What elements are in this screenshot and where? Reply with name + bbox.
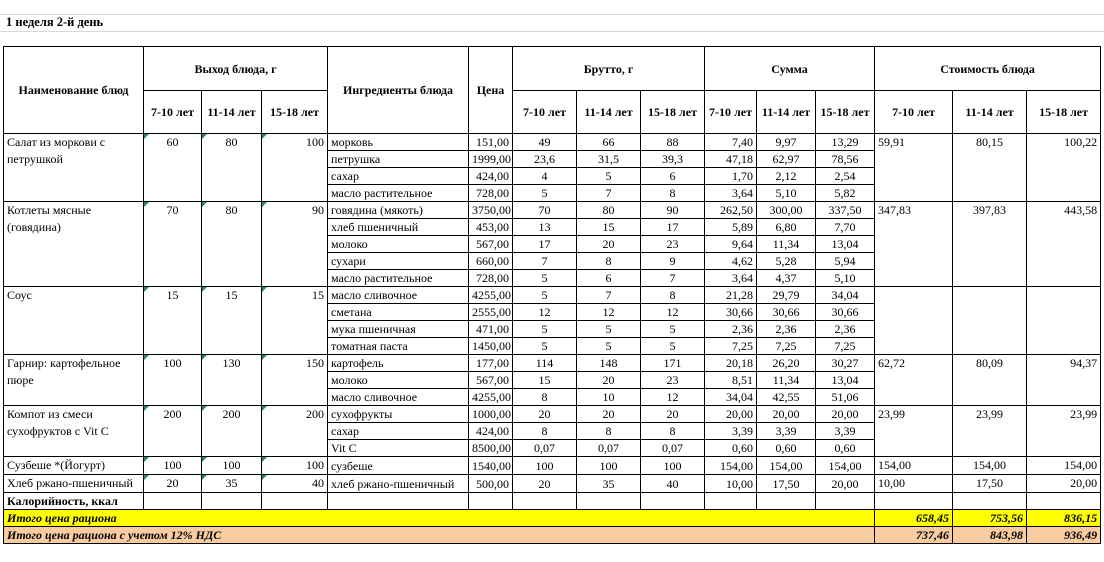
brutto-cell[interactable]: 8: [577, 253, 641, 270]
total-label[interactable]: Итого цена рациона: [4, 510, 875, 527]
price-cell[interactable]: 8500,00: [469, 440, 513, 457]
sum-cell[interactable]: 2,36: [757, 321, 816, 338]
cost-cell[interactable]: 59,91: [875, 134, 953, 202]
brutto-cell[interactable]: 31,5: [577, 151, 641, 168]
ingredient-cell[interactable]: картофель: [328, 355, 469, 372]
table-row: [4, 457, 1101, 475]
brutto-cell[interactable]: 70: [513, 202, 577, 219]
sum-cell[interactable]: 2,36: [705, 321, 757, 338]
brutto-cell[interactable]: 114: [513, 355, 577, 372]
yield-cell[interactable]: 200: [144, 406, 202, 457]
sum-cell[interactable]: 42,55: [757, 389, 816, 406]
sum-cell[interactable]: 21,28: [705, 287, 757, 304]
cost-cell[interactable]: 23,99: [953, 406, 1027, 457]
col-cost[interactable]: Стоимость блюда: [875, 47, 1101, 91]
table-row: [4, 134, 1101, 151]
cost-cell[interactable]: 23,99: [1027, 406, 1101, 457]
brutto-cell[interactable]: 15: [513, 372, 577, 389]
col-brutto[interactable]: Брутто, г: [513, 47, 705, 91]
total-cell[interactable]: 836,15: [1027, 510, 1101, 527]
price-cell[interactable]: 1540,00: [469, 457, 513, 475]
col-sum[interactable]: Сумма: [705, 47, 875, 91]
brutto-cell[interactable]: 20: [513, 475, 577, 493]
sum-cell[interactable]: 13,04: [816, 372, 875, 389]
brutto-cell[interactable]: 7: [577, 287, 641, 304]
cost-cell[interactable]: 443,58: [1027, 202, 1101, 287]
col-age[interactable]: 7-10 лет: [513, 91, 577, 134]
brutto-cell[interactable]: 35: [577, 475, 641, 493]
brutto-cell[interactable]: 100: [513, 457, 577, 475]
dish-name-cell[interactable]: Компот из смеси сухофруктов с Vit C: [4, 406, 144, 457]
price-cell[interactable]: 424,00: [469, 423, 513, 440]
sum-cell[interactable]: 20,00: [757, 406, 816, 423]
brutto-cell[interactable]: 10: [577, 389, 641, 406]
gridline: [0, 14, 1104, 15]
brutto-cell[interactable]: 5: [513, 338, 577, 355]
brutto-cell[interactable]: 23: [641, 372, 705, 389]
cost-cell[interactable]: [1027, 287, 1101, 355]
sum-cell[interactable]: 154,00: [816, 457, 875, 475]
yield-cell[interactable]: 130: [202, 355, 262, 406]
brutto-cell[interactable]: 148: [577, 355, 641, 372]
col-yield[interactable]: Выход блюда, г: [144, 47, 328, 91]
price-cell[interactable]: 151,00: [469, 134, 513, 151]
cost-cell[interactable]: 347,83: [875, 202, 953, 287]
brutto-cell[interactable]: 5: [577, 338, 641, 355]
total-vat-label[interactable]: Итого цена рациона с учетом 12% НДС: [4, 527, 875, 544]
col-age[interactable]: 7-10 лет: [875, 91, 953, 134]
sum-cell[interactable]: 2,36: [816, 321, 875, 338]
cost-cell[interactable]: 94,37: [1027, 355, 1101, 406]
col-ingredients[interactable]: Ингредиенты блюда: [328, 47, 469, 134]
sum-cell[interactable]: 30,66: [816, 304, 875, 321]
brutto-cell[interactable]: 12: [641, 304, 705, 321]
table-body: [4, 134, 1101, 493]
yield-cell[interactable]: 200: [202, 406, 262, 457]
price-cell[interactable]: 567,00: [469, 236, 513, 253]
sum-cell[interactable]: 30,27: [816, 355, 875, 372]
total-vat-cell[interactable]: 936,49: [1027, 527, 1101, 544]
brutto-cell[interactable]: 20: [641, 406, 705, 423]
yield-cell[interactable]: 40: [262, 475, 328, 493]
sum-cell[interactable]: 7,70: [816, 219, 875, 236]
sum-cell[interactable]: 5,94: [816, 253, 875, 270]
ingredient-cell[interactable]: петрушка: [328, 151, 469, 168]
sum-cell[interactable]: 4,37: [757, 270, 816, 287]
total-vat-cell[interactable]: 737,46: [875, 527, 953, 544]
yield-cell[interactable]: 20: [144, 475, 202, 493]
brutto-cell[interactable]: 0,07: [641, 440, 705, 457]
total-cell[interactable]: 658,45: [875, 510, 953, 527]
sum-cell[interactable]: 34,04: [816, 287, 875, 304]
ingredient-cell[interactable]: мука пшеничная: [328, 321, 469, 338]
sum-cell[interactable]: 5,89: [705, 219, 757, 236]
brutto-cell[interactable]: 8: [513, 423, 577, 440]
sum-cell[interactable]: 7,40: [705, 134, 757, 151]
cost-cell[interactable]: 62,72: [875, 355, 953, 406]
yield-cell[interactable]: 70: [144, 202, 202, 287]
brutto-cell[interactable]: 90: [641, 202, 705, 219]
cost-cell[interactable]: 80,15: [953, 134, 1027, 202]
table-row: [4, 475, 1101, 493]
brutto-cell[interactable]: 5: [513, 321, 577, 338]
yield-cell[interactable]: 15: [202, 287, 262, 355]
dish-name-cell[interactable]: Гарнир: картофельное пюре: [4, 355, 144, 406]
sum-cell[interactable]: 5,82: [816, 185, 875, 202]
sum-cell[interactable]: 1,70: [705, 168, 757, 185]
yield-cell[interactable]: 100: [262, 457, 328, 475]
sum-cell[interactable]: 2,12: [757, 168, 816, 185]
brutto-cell[interactable]: 15: [577, 219, 641, 236]
brutto-cell[interactable]: 0,07: [577, 440, 641, 457]
price-cell[interactable]: 500,00: [469, 475, 513, 493]
brutto-cell[interactable]: 66: [577, 134, 641, 151]
sum-cell[interactable]: 154,00: [705, 457, 757, 475]
sum-cell[interactable]: 9,64: [705, 236, 757, 253]
sum-cell[interactable]: 10,00: [705, 475, 757, 493]
price-cell[interactable]: 3750,00: [469, 202, 513, 219]
sum-cell[interactable]: 34,04: [705, 389, 757, 406]
cost-cell[interactable]: 23,99: [875, 406, 953, 457]
brutto-cell[interactable]: 12: [577, 304, 641, 321]
sum-cell[interactable]: 17,50: [757, 475, 816, 493]
yield-cell[interactable]: 150: [262, 355, 328, 406]
col-age[interactable]: 11-14 лет: [953, 91, 1027, 134]
yield-cell[interactable]: 35: [202, 475, 262, 493]
col-age[interactable]: 11-14 лет: [577, 91, 641, 134]
col-age[interactable]: 15-18 лет: [262, 91, 328, 134]
ingredient-cell[interactable]: сахар: [328, 168, 469, 185]
sum-cell[interactable]: 47,18: [705, 151, 757, 168]
ingredient-cell[interactable]: хлеб ржано-пшеничный: [328, 475, 469, 493]
ingredient-cell[interactable]: говядина (мякоть): [328, 202, 469, 219]
brutto-cell[interactable]: 8: [513, 389, 577, 406]
col-age[interactable]: 15-18 лет: [816, 91, 875, 134]
menu-table: [3, 46, 1101, 544]
cost-cell[interactable]: [875, 287, 953, 355]
sum-cell[interactable]: 13,29: [816, 134, 875, 151]
price-cell[interactable]: 471,00: [469, 321, 513, 338]
gridline: [0, 31, 1104, 32]
sum-cell[interactable]: 7,25: [816, 338, 875, 355]
sum-cell[interactable]: 3,39: [705, 423, 757, 440]
sum-cell[interactable]: 11,34: [757, 236, 816, 253]
brutto-cell[interactable]: 5: [641, 338, 705, 355]
ingredient-cell[interactable]: сметана: [328, 304, 469, 321]
ingredient-cell[interactable]: томатная паста: [328, 338, 469, 355]
ingredient-cell[interactable]: сузбеше: [328, 457, 469, 475]
sum-cell[interactable]: 0,60: [705, 440, 757, 457]
cost-cell[interactable]: 397,83: [953, 202, 1027, 287]
sum-cell[interactable]: 5,10: [757, 185, 816, 202]
price-cell[interactable]: 453,00: [469, 219, 513, 236]
total-cell[interactable]: 753,56: [953, 510, 1027, 527]
yield-cell[interactable]: 100: [144, 355, 202, 406]
brutto-cell[interactable]: 8: [641, 287, 705, 304]
dish-name-cell[interactable]: Хлеб ржано-пшеничный: [4, 475, 144, 493]
price-cell[interactable]: 177,00: [469, 355, 513, 372]
sum-cell[interactable]: 29,79: [757, 287, 816, 304]
yield-cell[interactable]: 100: [262, 134, 328, 202]
brutto-cell[interactable]: 8: [577, 423, 641, 440]
brutto-cell[interactable]: 7: [641, 270, 705, 287]
brutto-cell[interactable]: 0,07: [513, 440, 577, 457]
sum-cell[interactable]: 20,00: [705, 406, 757, 423]
sum-cell[interactable]: 11,34: [757, 372, 816, 389]
brutto-cell[interactable]: 17: [513, 236, 577, 253]
yield-cell[interactable]: 100: [144, 457, 202, 475]
col-dish-name[interactable]: Наименование блюд: [4, 47, 144, 134]
brutto-cell[interactable]: 5: [513, 270, 577, 287]
sum-cell[interactable]: 51,06: [816, 389, 875, 406]
yield-cell[interactable]: 90: [262, 202, 328, 287]
yield-cell[interactable]: 80: [202, 134, 262, 202]
sum-cell[interactable]: 7,25: [757, 338, 816, 355]
yield-cell[interactable]: 60: [144, 134, 202, 202]
brutto-cell[interactable]: 7: [577, 185, 641, 202]
calories-label[interactable]: Калорийность, ккал: [4, 493, 144, 510]
brutto-cell[interactable]: 88: [641, 134, 705, 151]
sum-cell[interactable]: 8,51: [705, 372, 757, 389]
yield-cell[interactable]: 15: [144, 287, 202, 355]
cost-cell[interactable]: 154,00: [875, 457, 953, 475]
col-price[interactable]: Цена: [469, 47, 513, 134]
brutto-cell[interactable]: 17: [641, 219, 705, 236]
yield-cell[interactable]: 15: [262, 287, 328, 355]
sum-cell[interactable]: 300,00: [757, 202, 816, 219]
price-cell[interactable]: 4255,00: [469, 287, 513, 304]
brutto-cell[interactable]: 7: [513, 253, 577, 270]
brutto-cell[interactable]: 6: [577, 270, 641, 287]
col-age[interactable]: 15-18 лет: [641, 91, 705, 134]
ingredient-cell[interactable]: масло растительное: [328, 270, 469, 287]
total-row: [4, 510, 1101, 527]
brutto-cell[interactable]: 20: [577, 236, 641, 253]
sum-cell[interactable]: 3,39: [816, 423, 875, 440]
ingredient-cell[interactable]: морковь: [328, 134, 469, 151]
sum-cell[interactable]: 5,28: [757, 253, 816, 270]
brutto-cell[interactable]: 20: [577, 406, 641, 423]
cost-cell[interactable]: 100,22: [1027, 134, 1101, 202]
brutto-cell[interactable]: 8: [641, 185, 705, 202]
brutto-cell[interactable]: 100: [577, 457, 641, 475]
yield-cell[interactable]: 100: [202, 457, 262, 475]
yield-cell[interactable]: 80: [202, 202, 262, 287]
col-age[interactable]: 11-14 лет: [757, 91, 816, 134]
sum-cell[interactable]: 13,04: [816, 236, 875, 253]
cost-cell[interactable]: 20,00: [1027, 475, 1101, 493]
table-row: [4, 406, 1101, 423]
price-cell[interactable]: 660,00: [469, 253, 513, 270]
brutto-cell[interactable]: 5: [641, 321, 705, 338]
brutto-cell[interactable]: 49: [513, 134, 577, 151]
sum-cell[interactable]: 20,00: [816, 406, 875, 423]
sum-cell[interactable]: 62,97: [757, 151, 816, 168]
col-age[interactable]: 7-10 лет: [705, 91, 757, 134]
brutto-cell[interactable]: 20: [577, 372, 641, 389]
brutto-cell[interactable]: 9: [641, 253, 705, 270]
dish-name-cell[interactable]: Сузбеше *(Йогурт): [4, 457, 144, 475]
cost-cell[interactable]: 154,00: [1027, 457, 1101, 475]
sum-cell[interactable]: 3,64: [705, 270, 757, 287]
ingredient-cell[interactable]: масло сливочное: [328, 389, 469, 406]
brutto-cell[interactable]: 80: [577, 202, 641, 219]
cost-cell[interactable]: 80,09: [953, 355, 1027, 406]
brutto-cell[interactable]: 20: [513, 406, 577, 423]
brutto-cell[interactable]: 12: [641, 389, 705, 406]
sum-cell[interactable]: 26,20: [757, 355, 816, 372]
ingredient-cell[interactable]: сухари: [328, 253, 469, 270]
col-age[interactable]: 15-18 лет: [1027, 91, 1101, 134]
col-age[interactable]: 11-14 лет: [202, 91, 262, 134]
brutto-cell[interactable]: 12: [513, 304, 577, 321]
sum-cell[interactable]: 0,60: [816, 440, 875, 457]
price-cell[interactable]: 1450,00: [469, 338, 513, 355]
brutto-cell[interactable]: 5: [513, 287, 577, 304]
brutto-cell[interactable]: 23,6: [513, 151, 577, 168]
dish-name-cell[interactable]: Соус: [4, 287, 144, 355]
price-cell[interactable]: 728,00: [469, 270, 513, 287]
sum-cell[interactable]: 30,66: [757, 304, 816, 321]
ingredient-cell[interactable]: сахар: [328, 423, 469, 440]
brutto-cell[interactable]: 13: [513, 219, 577, 236]
brutto-cell[interactable]: 100: [641, 457, 705, 475]
ingredient-cell[interactable]: масло сливочное: [328, 287, 469, 304]
sum-cell[interactable]: 30,66: [705, 304, 757, 321]
dish-name-cell[interactable]: Салат из моркови с петрушкой: [4, 134, 144, 202]
ingredient-cell[interactable]: сухофрукты: [328, 406, 469, 423]
total-vat-cell[interactable]: 843,98: [953, 527, 1027, 544]
sum-cell[interactable]: 20,00: [816, 475, 875, 493]
total-vat-row: [4, 527, 1101, 544]
ingredient-cell[interactable]: молоко: [328, 372, 469, 389]
cost-cell[interactable]: 154,00: [953, 457, 1027, 475]
sum-cell[interactable]: 9,97: [757, 134, 816, 151]
sum-cell[interactable]: 6,80: [757, 219, 816, 236]
ingredient-cell[interactable]: хлеб пшеничный: [328, 219, 469, 236]
brutto-cell[interactable]: 171: [641, 355, 705, 372]
brutto-cell[interactable]: 40: [641, 475, 705, 493]
sum-cell[interactable]: 20,18: [705, 355, 757, 372]
price-cell[interactable]: 1999,00: [469, 151, 513, 168]
brutto-cell[interactable]: 23: [641, 236, 705, 253]
brutto-cell[interactable]: 5: [577, 168, 641, 185]
table-row: [4, 355, 1101, 372]
sum-cell[interactable]: 262,50: [705, 202, 757, 219]
price-cell[interactable]: 2555,00: [469, 304, 513, 321]
price-cell[interactable]: 4255,00: [469, 389, 513, 406]
yield-cell[interactable]: 200: [262, 406, 328, 457]
sum-cell[interactable]: 3,64: [705, 185, 757, 202]
sum-cell[interactable]: 7,25: [705, 338, 757, 355]
sum-cell[interactable]: 2,54: [816, 168, 875, 185]
price-cell[interactable]: 728,00: [469, 185, 513, 202]
brutto-cell[interactable]: 6: [641, 168, 705, 185]
sum-cell[interactable]: 78,56: [816, 151, 875, 168]
table-row: [4, 202, 1101, 219]
sum-cell[interactable]: 337,50: [816, 202, 875, 219]
sum-cell[interactable]: 154,00: [757, 457, 816, 475]
cost-cell[interactable]: 17,50: [953, 475, 1027, 493]
cost-cell[interactable]: [953, 287, 1027, 355]
price-cell[interactable]: 424,00: [469, 168, 513, 185]
brutto-cell[interactable]: 8: [641, 423, 705, 440]
brutto-cell[interactable]: 5: [513, 185, 577, 202]
col-age[interactable]: 7-10 лет: [144, 91, 202, 134]
sum-cell[interactable]: 3,39: [757, 423, 816, 440]
sum-cell[interactable]: 4,62: [705, 253, 757, 270]
sheet-header-cell[interactable]: 1 неделя 2-й день: [6, 15, 104, 29]
price-cell[interactable]: 1000,00: [469, 406, 513, 423]
cost-cell[interactable]: 10,00: [875, 475, 953, 493]
brutto-cell[interactable]: 39,3: [641, 151, 705, 168]
brutto-cell[interactable]: 5: [577, 321, 641, 338]
sum-cell[interactable]: 5,10: [816, 270, 875, 287]
brutto-cell[interactable]: 4: [513, 168, 577, 185]
ingredient-cell[interactable]: масло растительное: [328, 185, 469, 202]
price-cell[interactable]: 567,00: [469, 372, 513, 389]
sum-cell[interactable]: 0,60: [757, 440, 816, 457]
ingredient-cell[interactable]: молоко: [328, 236, 469, 253]
dish-name-cell[interactable]: Котлеты мясные (говядина): [4, 202, 144, 287]
table-row: [4, 287, 1101, 304]
ingredient-cell[interactable]: Vit C: [328, 440, 469, 457]
